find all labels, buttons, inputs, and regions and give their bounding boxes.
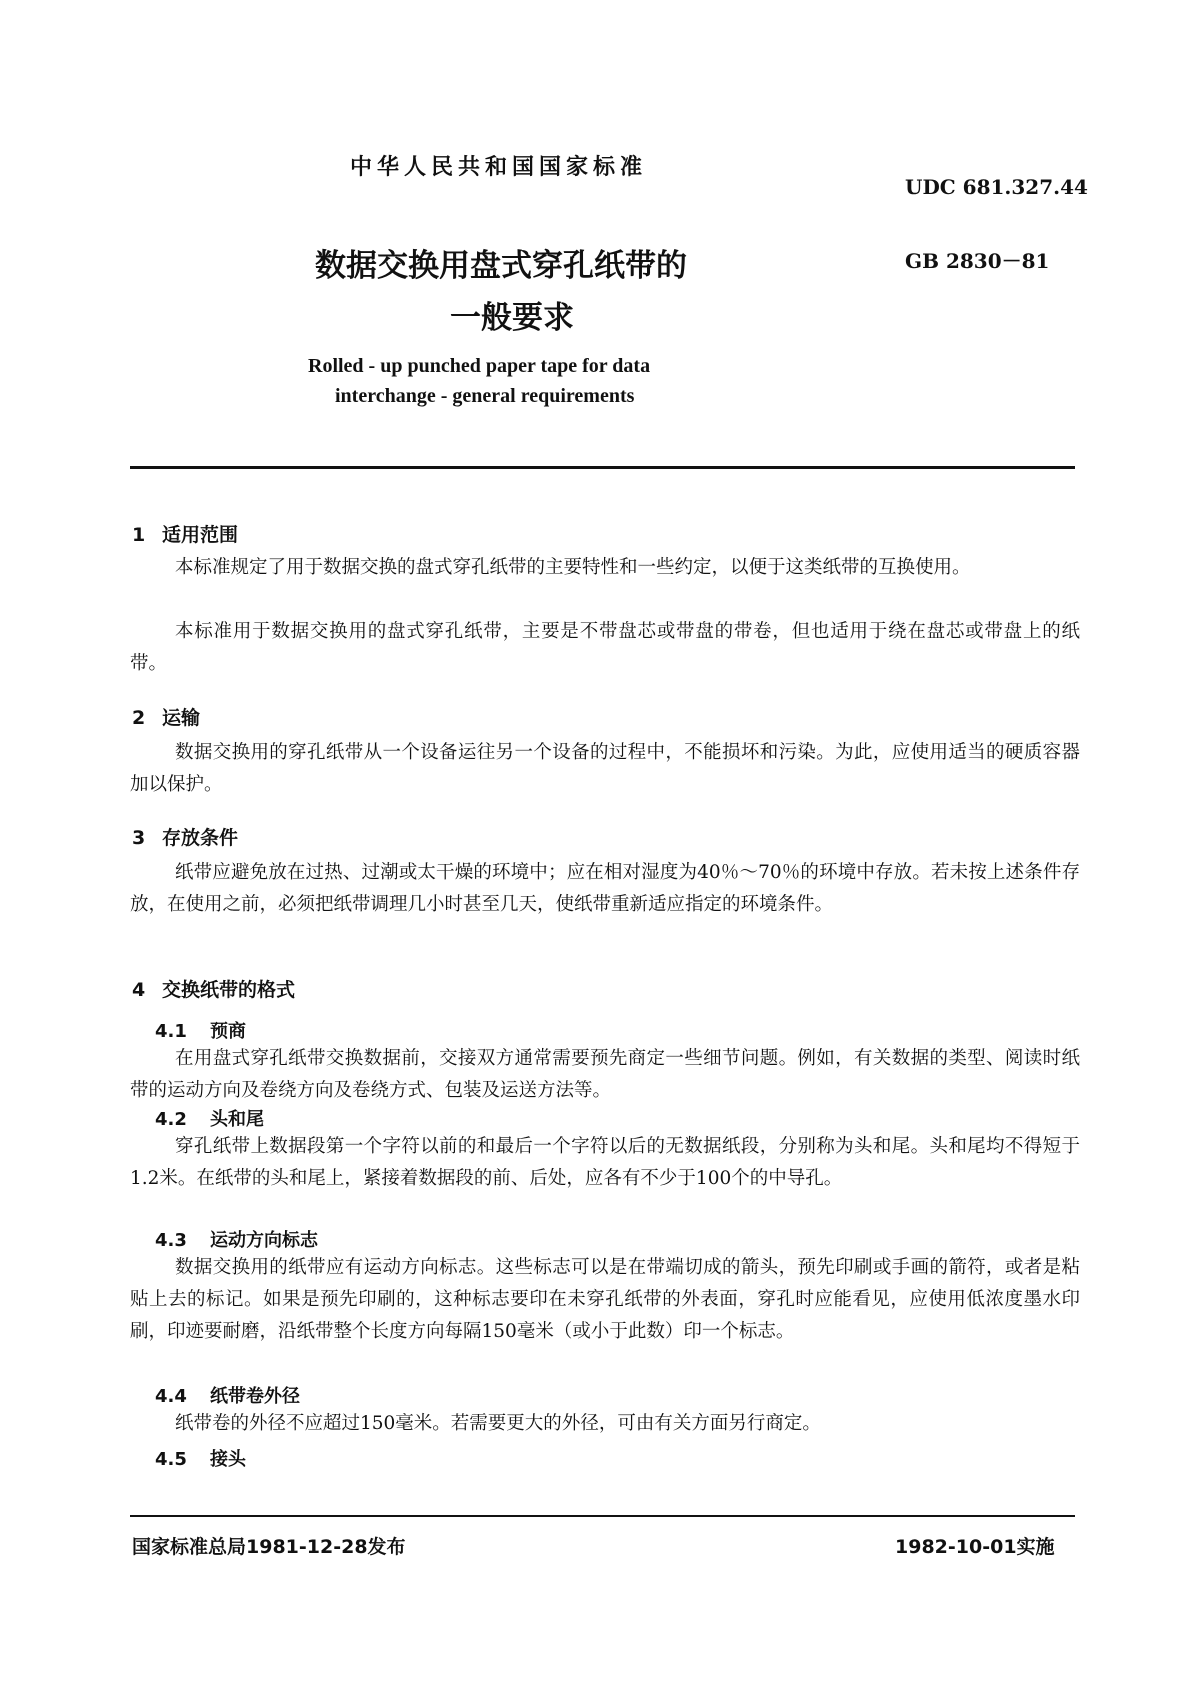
gb-standard-code: GB 2830－81 — [905, 249, 1050, 273]
section-title: 交换纸带的格式 — [162, 979, 296, 1001]
section-2-heading — [132, 703, 200, 730]
issuing-country-heading: 中华人民共和国国家标准 — [350, 154, 648, 180]
subsection-title: 头和尾 — [210, 1109, 264, 1130]
section-title: 运输 — [162, 707, 201, 729]
effective-date: 1982-10-01实施 — [895, 1536, 1055, 1558]
section-4-heading — [132, 975, 295, 1002]
section-2-paragraph-1: 数据交换用的穿孔纸带从一个设备运往另一个设备的过程中，不能损坏和污染。为此，应使用适当的硬质容器加以保护。 — [130, 742, 1080, 795]
subsection-title: 纸带卷外径 — [210, 1386, 300, 1407]
section-number: 4 — [132, 979, 146, 1001]
section-3-paragraph-1: 纸带应避免放在过热、过潮或太干燥的环境中；应在相对湿度为40％～70％的环境中存放。若未按上述条件存放，在使用之前，必须把纸带调理几小时甚至几天，使纸带重新适应指定的环境条件。 — [130, 862, 1080, 915]
section-number: 2 — [132, 707, 146, 729]
title-chinese-line-1: 数据交换用盘式穿孔纸带的 — [315, 248, 687, 284]
header-divider — [130, 466, 1075, 469]
section-title: 存放条件 — [162, 827, 239, 849]
subsection-4-1-text: 在用盘式穿孔纸带交换数据前，交接双方通常需要预先商定一些细节问题。例如，有关数据的类型、阅读时纸带的运动方向及卷绕方向及卷绕方式、包装及运送方法等。 — [130, 1048, 1080, 1101]
footer-divider — [130, 1515, 1075, 1517]
subsection-4-5-heading — [155, 1445, 246, 1471]
subsection-number: 4.5 — [155, 1449, 187, 1470]
subsection-number: 4.1 — [155, 1021, 187, 1042]
title-chinese-line-2: 一般要求 — [450, 300, 574, 336]
section-3-heading — [132, 823, 238, 850]
subsection-4-3-text: 数据交换用的纸带应有运动方向标志。这些标志可以是在带端切成的箭头，预先印刷或手画的箭符，或者是粘贴上去的标记。如果是预先印刷的，这种标志要印在未穿孔纸带的外表面，穿孔时应能看见，应使用低浓度墨水印刷，印迹要耐磨，沿纸带整个长度方向每隔150毫米（或小于此数）印一个标志。 — [130, 1257, 1080, 1342]
subsection-4-1-heading — [155, 1017, 246, 1043]
section-1-paragraph-2: 本标准用于数据交换用的盘式穿孔纸带，主要是不带盘芯或带盘的带卷，但也适用于绕在盘芯或带盘上的纸带。 — [130, 621, 1080, 674]
subsection-number: 4.4 — [155, 1386, 187, 1407]
subsection-4-2-heading — [155, 1105, 264, 1131]
section-1-paragraph-1: 本标准规定了用于数据交换的盘式穿孔纸带的主要特性和一些约定，以便于这类纸带的互换使用。 — [175, 557, 971, 578]
subsection-title: 接头 — [210, 1449, 246, 1470]
section-title: 适用范围 — [162, 524, 239, 546]
subsection-4-4-text: 纸带卷的外径不应超过150毫米。若需要更大的外径，可由有关方面另行商定。 — [175, 1413, 821, 1434]
subsection-title: 预商 — [210, 1021, 246, 1042]
udc-code: UDC 681.327.44 — [905, 175, 1088, 199]
section-1-heading — [132, 520, 238, 547]
title-english-line-1: Rolled - up punched paper tape for data — [308, 355, 651, 377]
subsection-number: 4.2 — [155, 1109, 187, 1130]
title-english-line-2: interchange - general requirements — [335, 385, 635, 407]
subsection-title: 运动方向标志 — [210, 1230, 318, 1251]
subsection-number: 4.3 — [155, 1230, 187, 1251]
section-number: 1 — [132, 524, 146, 546]
section-number: 3 — [132, 827, 146, 849]
subsection-4-3-heading — [155, 1226, 318, 1252]
subsection-4-4-heading — [155, 1382, 300, 1408]
issue-date: 国家标准总局1981-12-28发布 — [132, 1536, 406, 1558]
subsection-4-2-text: 穿孔纸带上数据段第一个字符以前的和最后一个字符以后的无数据纸段，分别称为头和尾。头和尾均不得短于1.2米。在纸带的头和尾上，紧接着数据段的前、后处，应各有不少于100个的中导孔。 — [130, 1136, 1080, 1189]
